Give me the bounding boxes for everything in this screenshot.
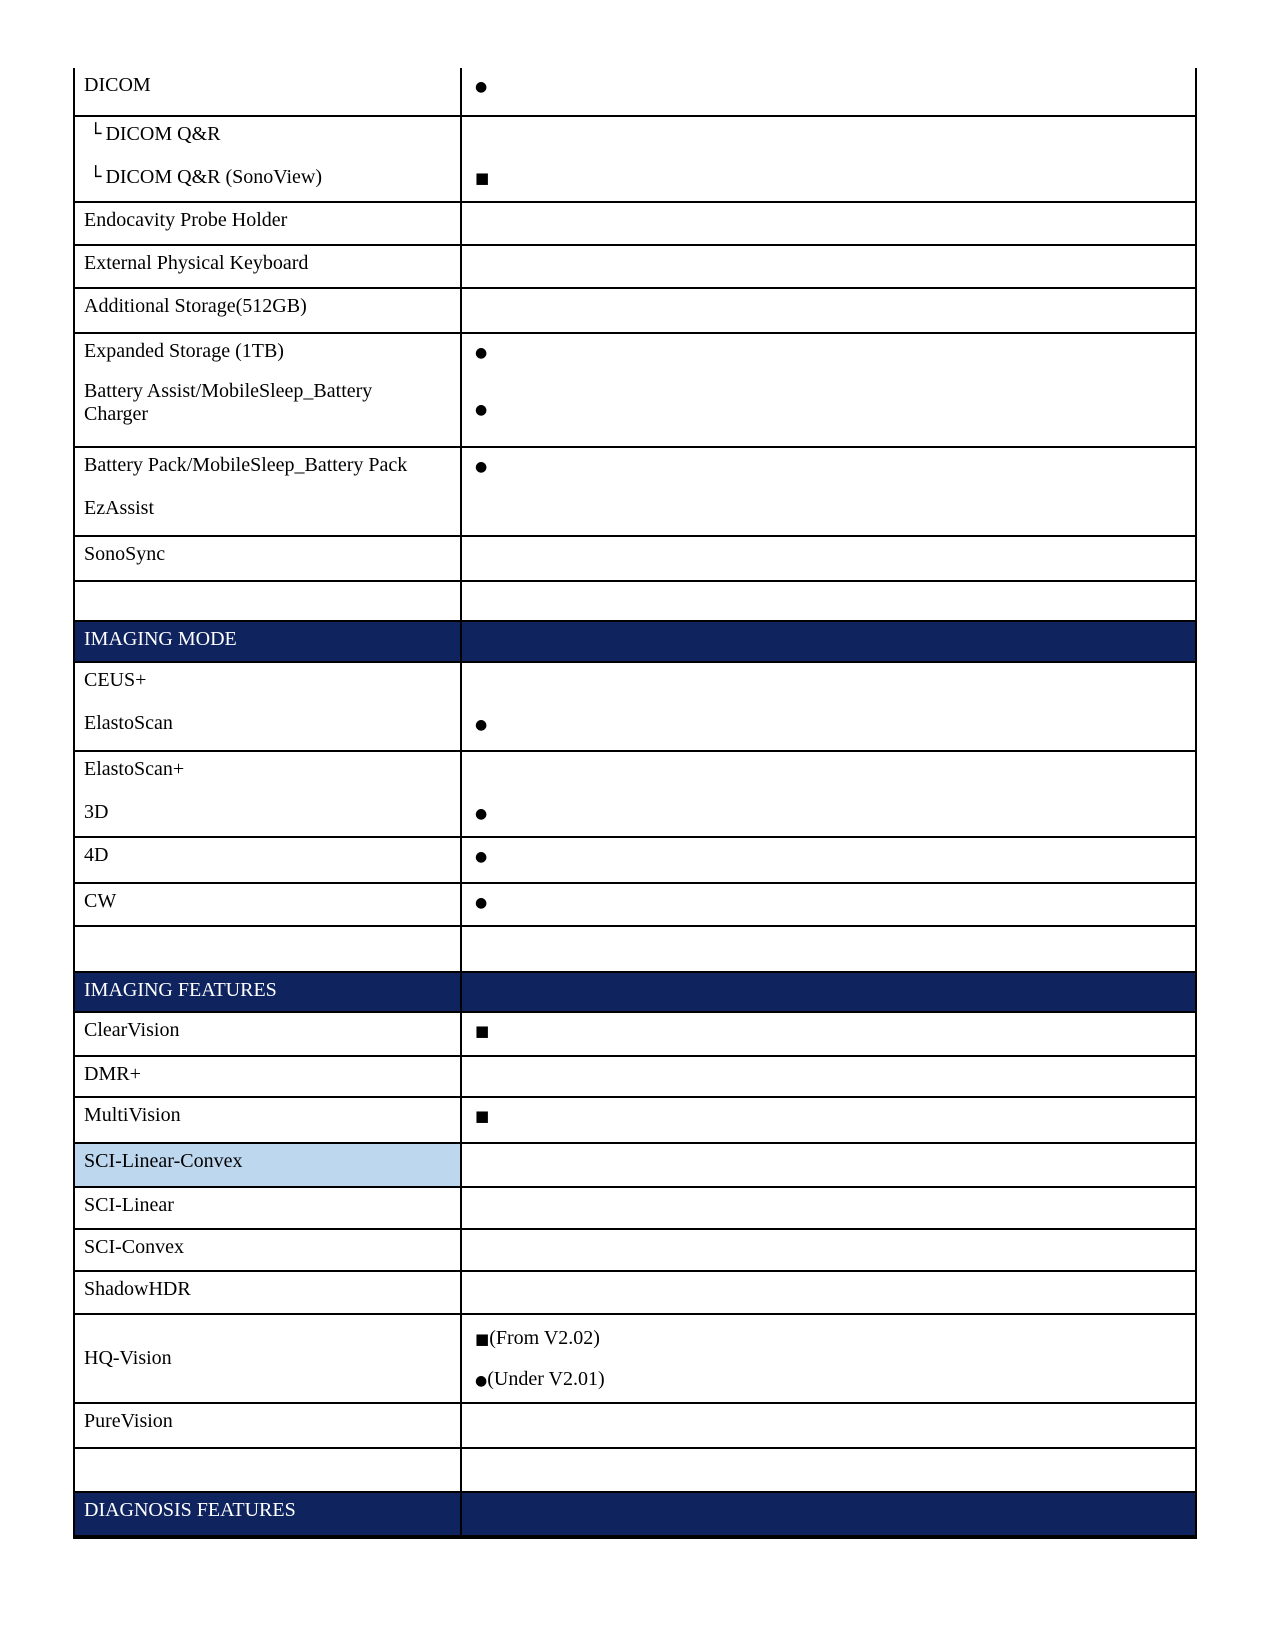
section-subrow [75,1493,1195,1535]
dot-marker: ● [475,401,488,418]
table-row [75,1188,1195,1230]
availability-cell [462,706,1195,750]
feature-cell [75,1449,462,1491]
feature-cell [75,838,462,882]
feature-label: DICOM Q&R (SonoView) [105,166,323,188]
tree-branch-icon: └ [90,123,102,145]
availability-cell [462,117,1195,160]
availability-note-line [462,1318,1195,1359]
dot-marker: ● [475,459,488,475]
table-row [75,1013,1195,1057]
table-row [75,1144,1195,1188]
feature-cell [75,68,462,115]
availability-cell [462,884,1195,925]
feature-subrow [75,752,1195,795]
availability-cell [462,374,1195,446]
availability-cell [462,68,1195,115]
feature-label: SCI-Linear-Convex [84,1150,243,1172]
feature-label: PureVision [84,1410,173,1432]
table-row [75,663,1195,752]
feature-cell [75,1404,462,1447]
feature-label: CW [84,890,117,912]
table-row [75,537,1195,582]
availability-cell [462,1404,1195,1447]
feature-label: SCI-Convex [84,1236,184,1258]
table-row [75,334,1195,448]
feature-cell [75,1013,462,1055]
availability-cell [462,927,1195,971]
feature-subrow [75,289,1195,332]
feature-label: DICOM [84,74,151,96]
table-row [75,752,1195,838]
feature-label: ElastoScan+ [84,758,185,780]
feature-subrow [75,838,1195,882]
feature-subrow [75,68,1195,115]
dot-marker: ● [475,806,488,822]
table-row [75,1098,1195,1144]
feature-subrow [75,1057,1195,1096]
feature-cell [75,491,462,535]
availability-cell [462,1188,1195,1228]
availability-cell [462,1013,1195,1055]
table-row [75,289,1195,334]
feature-label: ShadowHDR [84,1278,191,1300]
feature-label: MultiVision [84,1104,181,1126]
feature-cell [75,537,462,580]
square-marker: ■ [475,169,490,187]
availability-cell [462,1315,1195,1402]
empty-subrow [75,582,1195,620]
feature-cell [75,663,462,706]
feature-cell [75,795,462,836]
dot-marker: ● [475,849,488,865]
feature-cell [75,1272,462,1313]
feature-subrow [75,1188,1195,1228]
feature-subrow [75,537,1195,580]
spec-table [73,68,1197,1539]
square-marker: ■ [475,1022,490,1040]
feature-cell [75,448,462,491]
empty-subrow [75,927,1195,971]
empty-row [75,927,1195,973]
availability-cell [462,1057,1195,1096]
feature-subrow [75,448,1195,491]
version-note: (From V2.02) [489,1326,600,1349]
feature-subrow [75,334,1195,374]
feature-label: ClearVision [84,1019,180,1041]
feature-label: EzAssist [84,497,154,519]
availability-cell [462,334,1195,374]
feature-subrow [75,1098,1195,1142]
availability-cell [462,582,1195,620]
availability-cell [462,1098,1195,1142]
feature-cell [75,1098,462,1142]
feature-cell [75,374,462,446]
section-title: IMAGING MODE [84,628,237,650]
dot-marker: ● [475,345,488,361]
feature-subrow [75,117,1195,160]
table-row [75,1315,1195,1404]
feature-label: CEUS+ [84,669,147,691]
feature-subrow [75,1013,1195,1055]
feature-cell [75,927,462,971]
section-title-cell [75,622,462,661]
table-row [75,1230,1195,1272]
dot-marker: ● [475,1372,488,1389]
feature-subrow [75,884,1195,925]
dot-marker: ● [475,717,488,733]
feature-cell [75,1057,462,1096]
section-title-cell [75,1493,462,1535]
availability-cell [462,1230,1195,1270]
feature-subrow [75,1272,1195,1313]
feature-label: DMR+ [84,1063,141,1085]
feature-cell [75,1188,462,1228]
feature-cell [75,1144,462,1186]
section-subrow [75,973,1195,1011]
dot-marker: ● [475,79,488,95]
feature-subrow [75,246,1195,287]
section-header-row [75,1493,1195,1539]
feature-subrow [75,706,1195,750]
dot-marker: ● [475,895,488,911]
empty-row [75,582,1195,622]
feature-label: External Physical Keyboard [84,252,309,274]
table-row [75,1272,1195,1315]
table-row [75,68,1195,117]
availability-cell [462,1449,1195,1491]
availability-cell [462,537,1195,580]
feature-cell [75,582,462,620]
table-row [75,246,1195,289]
feature-subrow [75,1404,1195,1447]
square-marker: ■ [475,1329,490,1348]
section-title: IMAGING FEATURES [84,979,277,1001]
availability-cell [462,203,1195,244]
availability-cell [462,752,1195,795]
feature-label: ElastoScan [84,712,173,734]
feature-cell [75,246,462,287]
section-header-row [75,973,1195,1013]
availability-cell [462,622,1195,661]
feature-label: Battery Pack/MobileSleep_Battery Pack [84,454,408,476]
feature-subrow [75,160,1195,201]
section-header-row [75,622,1195,663]
section-subrow [75,622,1195,661]
availability-note-line [462,1359,1195,1400]
availability-cell [462,289,1195,332]
table-row [75,1404,1195,1449]
empty-row [75,1449,1195,1493]
table-row [75,203,1195,246]
feature-cell [75,706,462,750]
feature-subrow [75,374,1195,446]
table-row [75,448,1195,537]
feature-subrow [75,203,1195,244]
feature-subrow [75,491,1195,535]
feature-cell [75,334,462,374]
square-marker: ■ [475,1107,490,1125]
feature-label: SonoSync [84,543,166,565]
feature-subrow [75,663,1195,706]
feature-cell [75,203,462,244]
availability-cell [462,246,1195,287]
feature-subrow [75,1230,1195,1270]
availability-cell [462,973,1195,1011]
availability-cell [462,663,1195,706]
feature-label: Additional Storage(512GB) [84,295,307,317]
tree-branch-icon: └ [90,166,102,188]
table-row [75,838,1195,884]
section-title-cell [75,973,462,1011]
feature-label: SCI-Linear [84,1194,174,1216]
availability-cell [462,1144,1195,1186]
section-title: DIAGNOSIS FEATURES [84,1499,296,1521]
feature-label: DICOM Q&R [105,123,221,145]
table-row [75,1057,1195,1098]
version-note: (Under V2.01) [487,1367,605,1390]
feature-label: Expanded Storage (1TB) [84,340,284,362]
availability-cell [462,1272,1195,1313]
feature-label: HQ-Vision [84,1347,172,1369]
feature-subrow [75,795,1195,836]
feature-subrow [75,1144,1195,1186]
feature-label: Endocavity Probe Holder [84,209,288,231]
availability-cell [462,838,1195,882]
feature-cell [75,160,462,201]
feature-cell [75,117,462,160]
feature-cell [75,884,462,925]
feature-label: 4D [84,844,109,866]
table-row [75,884,1195,927]
empty-subrow [75,1449,1195,1491]
feature-cell [75,289,462,332]
table-row [75,117,1195,203]
availability-cell [462,448,1195,491]
feature-label: 3D [84,801,109,823]
availability-cell [462,491,1195,535]
feature-label: Battery Assist/MobileSleep_Battery Charger [84,380,373,425]
feature-cell [75,752,462,795]
availability-cell [462,160,1195,201]
feature-cell [75,1230,462,1270]
feature-cell [75,1315,462,1402]
availability-cell [462,795,1195,836]
availability-cell [462,1493,1195,1535]
